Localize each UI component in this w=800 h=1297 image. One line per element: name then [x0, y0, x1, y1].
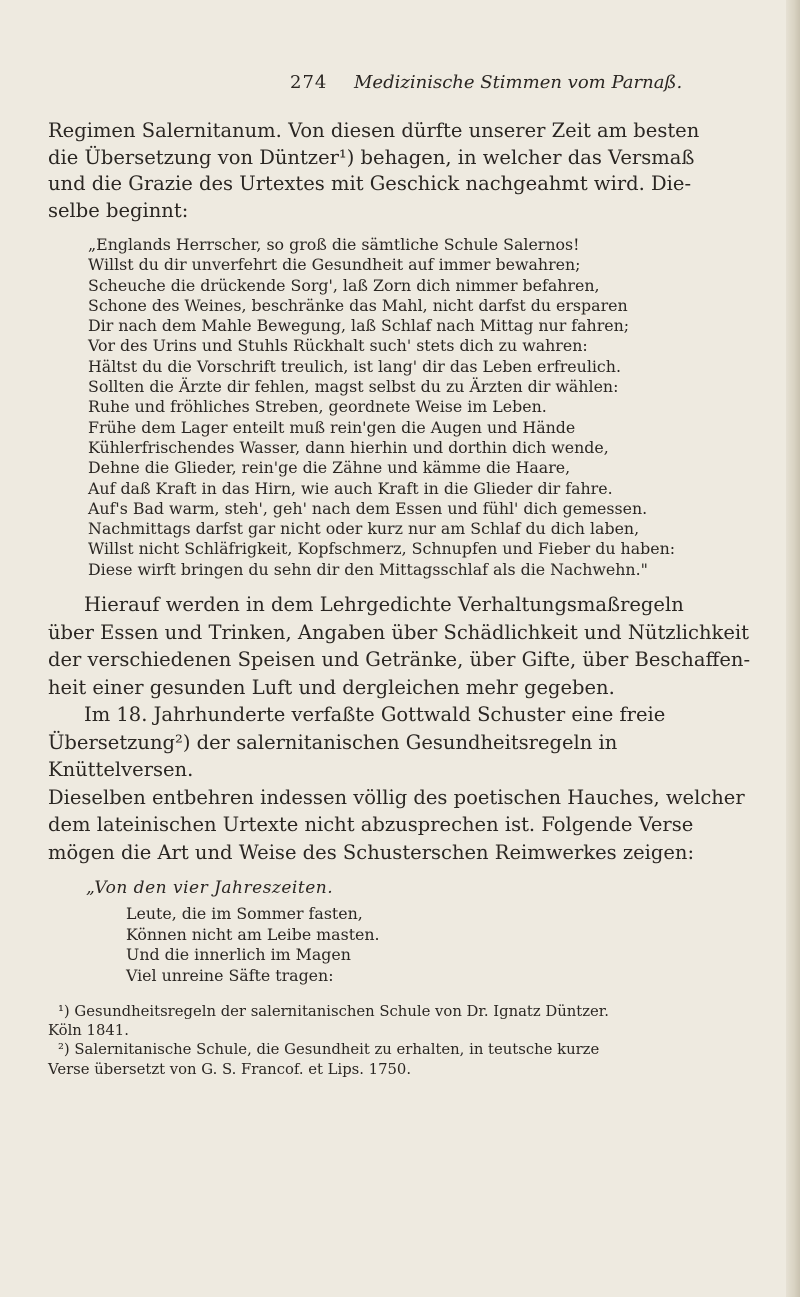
- text-line: der verschiedenen Speisen und Getränke, über Gifte, über Beschaffen-: [48, 648, 751, 672]
- running-title: Medizinische Stimmen vom Parnaß.: [354, 72, 683, 93]
- poem-line: Willst nicht Schläfrigkeit, Kopfschmerz, Schnupfen und Fieber du haben:: [88, 539, 676, 559]
- footnote-line: ¹) Gesundheitsregeln der salernitanischen Schule von Dr. Ignatz Düntzer.: [58, 1003, 609, 1021]
- poem-line: Vor des Urins und Stuhls Rückhalt such' stets dich zu wahren:: [88, 336, 588, 356]
- page-number: 274: [290, 72, 328, 93]
- poem-regimen: [88, 235, 758, 580]
- poem-jahreszeiten: [88, 878, 758, 986]
- poem-line: „Englands Herrscher, so groß die sämtliche Schule Salernos!: [88, 235, 580, 254]
- poem-line: Frühe dem Lager enteilt muß rein'gen die Augen und Hände: [88, 417, 576, 437]
- text-line: und die Grazie des Urtextes mit Geschick nachgeahmt wird. Die-: [48, 172, 692, 195]
- footnote-line: ²) Salernitanische Schule, die Gesundheit zu erhalten, in teutsche kurze: [58, 1041, 600, 1059]
- poem-line: Scheuche die drückende Sorg', laß Zorn dich nimmer befahren,: [88, 275, 600, 295]
- poem-line: Auf daß Kraft in das Hirn, wie auch Kraft in die Glieder dir fahre.: [88, 478, 613, 498]
- paragraph-schuster: [48, 701, 758, 866]
- poem-line: Viel unreine Säfte tragen:: [126, 965, 334, 985]
- footnotes: [48, 1002, 758, 1079]
- text-line: Im 18. Jahrhunderte verfaßte Gottwald Schuster eine freie: [84, 703, 666, 727]
- footnote-line: Verse übersetzt von G. S. Francof. et Lips. 1750.: [48, 1060, 412, 1078]
- poem-line: Dir nach dem Mahle Bewegung, laß Schlaf nach Mittag nur fahren;: [88, 316, 630, 336]
- poem-line: Leute, die im Sommer fasten,: [126, 904, 363, 924]
- poem-line: Willst du dir unverfehrt die Gesundheit auf immer bewahren;: [88, 255, 581, 275]
- text-line: dem lateinischen Urtexte nicht abzusprechen ist. Folgende Verse: [48, 813, 694, 837]
- text-line: mögen die Art und Weise des Schusterschen Reimwerkes zeigen:: [48, 840, 695, 864]
- poem-line: Schone des Weines, beschränke das Mahl, nicht darfst du ersparen: [88, 295, 628, 315]
- poem-line: Sollten die Ärzte dir fehlen, magst selbst du zu Ärzten dir wählen:: [88, 377, 619, 397]
- poem-line: Ruhe und fröhliches Streben, geordnete Weise im Leben.: [88, 397, 547, 417]
- text-line: über Essen und Trinken, Angaben über Schädlichkeit und Nützlichkeit: [48, 620, 749, 644]
- poem-line: Hältst du die Vorschrift treulich, ist lang' dir das Leben erfreulich.: [88, 356, 621, 376]
- paragraph-rules: [48, 591, 758, 701]
- text-line: Übersetzung²) der salernitanischen Gesundheitsregeln in Knüttelversen.: [48, 730, 618, 782]
- poem-line: Dehne die Glieder, rein'ge die Zähne und kämme die Haare,: [88, 458, 571, 478]
- poem-title: „Von den vier Jahreszeiten.: [86, 878, 334, 899]
- intro-paragraph: [48, 118, 758, 224]
- text-line: Hierauf werden in dem Lehrgedichte Verhaltungsmaßregeln: [84, 593, 684, 617]
- text-line: die Übersetzung von Düntzer¹) behagen, in welcher das Versmaß: [48, 145, 695, 169]
- footnote-line: Köln 1841.: [48, 1022, 129, 1040]
- text-line: Regimen Salernitanum. Von diesen dürfte unserer Zeit am besten: [48, 119, 700, 142]
- poem-line: Kühlerfrischendes Wasser, dann hierhin und dorthin dich wende,: [88, 437, 609, 457]
- page-edge-shadow: [786, 0, 800, 1297]
- text-line: heit einer gesunden Luft und dergleichen mehr gegeben.: [48, 675, 615, 699]
- page-header: [0, 72, 800, 96]
- poem-line: Und die innerlich im Magen: [126, 945, 351, 965]
- poem-line: Nachmittags darfst gar nicht oder kurz nur am Schlaf du dich laben,: [88, 519, 640, 539]
- poem-line: Können nicht am Leibe masten.: [126, 924, 380, 944]
- text-line: Dieselben entbehren indessen völlig des poetischen Hauches, welcher: [48, 785, 745, 809]
- poem-line: Diese wirft bringen du sehn dir den Mittagsschlaf als die Nachwehn.": [88, 559, 648, 579]
- poem-line: Auf's Bad warm, steh', geh' nach dem Essen und fühl' dich gemessen.: [88, 498, 648, 518]
- text-line: selbe beginnt:: [48, 198, 189, 222]
- page-body: [48, 118, 758, 1079]
